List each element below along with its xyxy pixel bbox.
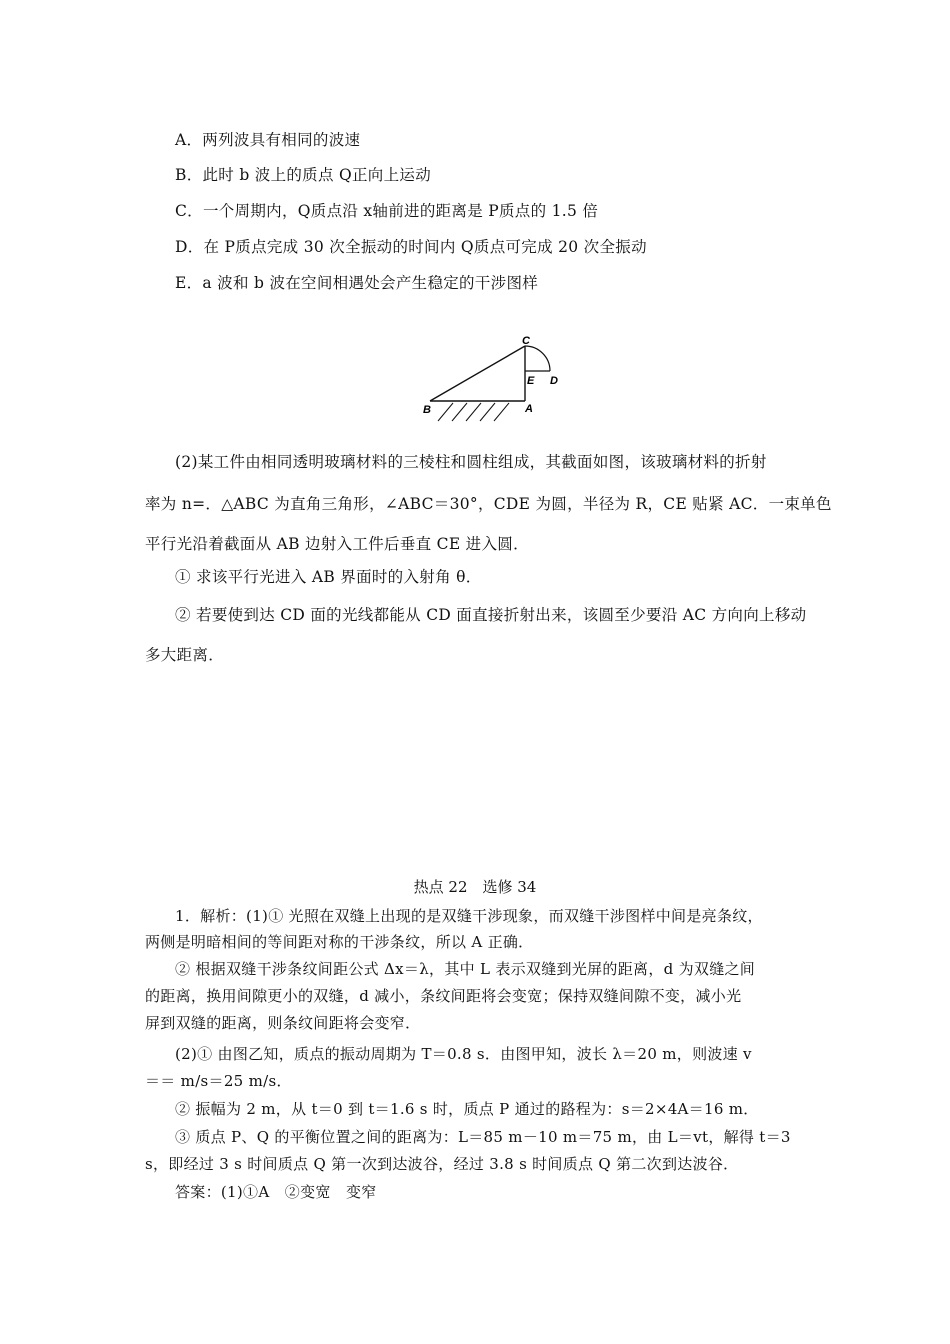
answer-heading: 热点 22 选修 34 bbox=[413, 878, 537, 896]
option-b: B．此时 b 波上的质点 Q正向上运动 bbox=[175, 166, 432, 184]
problem-line-1: (2)某工件由相同透明玻璃材料的三棱柱和圆柱组成，其截面如图，该玻璃材料的折射 bbox=[175, 453, 767, 471]
label-b: B bbox=[423, 404, 431, 416]
answer-line: 1．解析：(1)① 光照在双缝上出现的是双缝干涉现象，而双缝干涉图样中间是亮条纹， bbox=[175, 907, 763, 925]
answer-line: 屏到双缝的距离，则条纹间距将会变窄． bbox=[145, 1014, 421, 1032]
prism-figure bbox=[420, 333, 580, 423]
final-answer: 答案：(1)①A ②变宽 变窄 bbox=[175, 1183, 377, 1201]
answer-line: ③ 质点 P、Q 的平衡位置之间的距离为：L＝85 m－10 m＝75 m，由 L＝vt，解得 t＝3 bbox=[175, 1128, 791, 1146]
answer-line: ② 根据双缝干涉条纹间距公式 Δx＝λ，其中 L 表示双缝到光屏的距离，d 为双缝之间 bbox=[175, 960, 756, 978]
option-c: C．一个周期内，Q质点沿 x轴前进的距离是 P质点的 1.5 倍 bbox=[175, 202, 599, 220]
option-a: A．两列波具有相同的波速 bbox=[175, 131, 361, 149]
label-e: E bbox=[527, 375, 535, 387]
answer-line: ② 振幅为 2 m，从 t＝0 到 t＝1.6 s 时，质点 P 通过的路程为：s＝2×4A＝16 m． bbox=[175, 1100, 759, 1118]
answer-line: 的距离，换用间隙更小的双缝，d 减小，条纹间距将会变宽；保持双缝间隙不变，减小光 bbox=[145, 987, 742, 1005]
question-1: ① 求该平行光进入 AB 界面时的入射角 θ． bbox=[175, 568, 482, 586]
problem-line-3: 平行光沿着截面从 AB 边射入工件后垂直 CE 进入圆． bbox=[145, 535, 529, 553]
option-e: E．a 波和 b 波在空间相遇处会产生稳定的干涉图样 bbox=[175, 274, 539, 292]
problem-line-2: 率为 n=．△ABC 为直角三角形，∠ABC＝30°，CDE 为圆，半径为 R，CE 贴紧 AC．一束单色 bbox=[145, 495, 832, 513]
label-d: D bbox=[550, 375, 558, 387]
answer-line: ＝＝ m/s＝25 m/s． bbox=[145, 1072, 292, 1090]
option-d: D．在 P质点完成 30 次全振动的时间内 Q质点可完成 20 次全振动 bbox=[175, 238, 647, 256]
label-c: C bbox=[522, 335, 530, 347]
answer-line: 两侧是明暗相间的等间距对称的干涉条纹，所以 A 正确． bbox=[145, 933, 534, 951]
answer-line: s，即经过 3 s 时间质点 Q 第一次到达波谷，经过 3.8 s 时间质点 Q 第二次到达波谷． bbox=[145, 1155, 739, 1173]
answer-line: (2)① 由图乙知，质点的振动周期为 T＝0.8 s．由图甲知，波长 λ＝20 m，则波速 v bbox=[175, 1045, 752, 1063]
question-2-cont: 多大距离． bbox=[145, 646, 225, 664]
label-a: A bbox=[525, 403, 533, 415]
question-2: ② 若要使到达 CD 面的光线都能从 CD 面直接折射出来，该圆至少要沿 AC 方向向上移动 bbox=[175, 606, 807, 624]
